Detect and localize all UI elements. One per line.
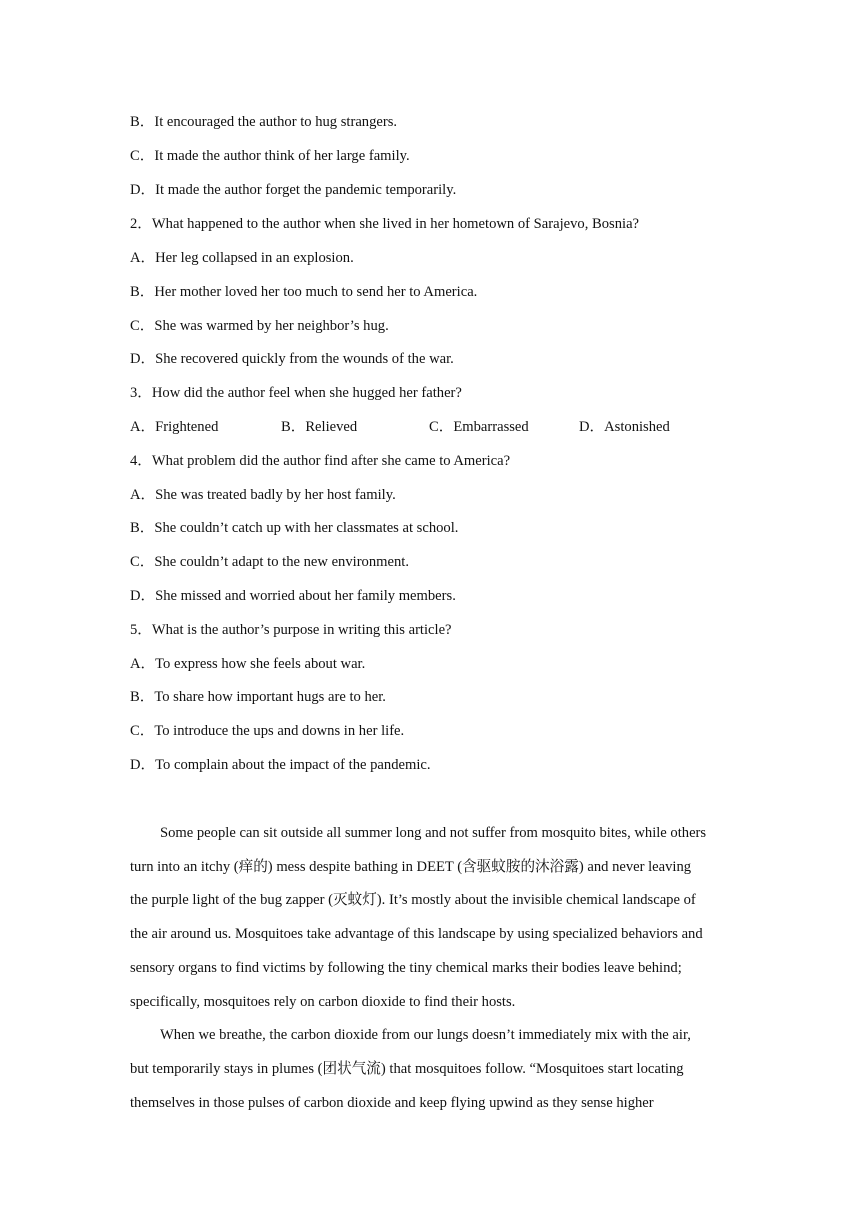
q3-option-c: C．Embarrassed — [429, 419, 529, 435]
q2-option-d: D．She recovered quickly from the wounds of the war. — [130, 351, 454, 367]
q2-option-a: A．Her leg collapsed in an explosion. — [130, 250, 354, 266]
q3-option-a: A．Frightened — [130, 419, 219, 435]
q2-option-c: C．She was warmed by her neighbor’s hug. — [130, 318, 389, 334]
q3-stem: 3．How did the author feel when she hugged her father? — [130, 385, 462, 401]
passage-p2-line-1: When we breathe, the carbon dioxide from our lungs doesn’t immediately mix with the air, — [160, 1027, 691, 1043]
q3-option-b: B．Relieved — [281, 419, 358, 435]
q5-option-c: C．To introduce the ups and downs in her life. — [130, 723, 405, 739]
passage-p1-line-6: specifically, mosquitoes rely on carbon dioxide to find their hosts. — [130, 994, 516, 1010]
passage-p2-line-2: but temporarily stays in plumes (团状气流) that mosquitoes follow. “Mosquitoes start locating — [130, 1061, 684, 1077]
passage-p1-line-3: the purple light of the bug zapper (灭蚊灯). It’s mostly about the invisible chemical landscape of — [130, 892, 696, 908]
q1-option-d: D．It made the author forget the pandemic temporarily. — [130, 182, 457, 198]
q1-option-b: B．It encouraged the author to hug strangers. — [130, 114, 398, 130]
q5-option-a: A．To express how she feels about war. — [130, 656, 366, 672]
q5-option-d: D．To complain about the impact of the pandemic. — [130, 757, 431, 773]
q3-option-d: D．Astonished — [579, 419, 670, 435]
q4-option-b: B．She couldn’t catch up with her classmates at school. — [130, 520, 459, 536]
q4-option-c: C．She couldn’t adapt to the new environment. — [130, 554, 409, 570]
q5-stem: 5．What is the author’s purpose in writing this article? — [130, 622, 452, 638]
passage-p1-line-4: the air around us. Mosquitoes take advantage of this landscape by using specialized behaviors and — [130, 926, 703, 942]
passage-p2-line-3: themselves in those pulses of carbon dioxide and keep flying upwind as they sense higher — [130, 1095, 654, 1111]
q3-options-row — [130, 418, 750, 436]
q4-option-d: D．She missed and worried about her family members. — [130, 588, 456, 604]
passage-p1-line-5: sensory organs to find victims by following the tiny chemical marks their bodies leave behind; — [130, 960, 682, 976]
q4-option-a: A．She was treated badly by her host family. — [130, 487, 396, 503]
q4-stem: 4．What problem did the author find after she came to America? — [130, 453, 511, 469]
q2-option-b: B．Her mother loved her too much to send her to America. — [130, 284, 478, 300]
q1-option-c: C．It made the author think of her large family. — [130, 148, 410, 164]
q2-stem: 2．What happened to the author when she lived in her hometown of Sarajevo, Bosnia? — [130, 216, 640, 232]
passage-p1-line-2: turn into an itchy (痒的) mess despite bathing in DEET (含驱蚊胺的沐浴露) and never leaving — [130, 859, 692, 875]
passage-p1-line-1: Some people can sit outside all summer long and not suffer from mosquito bites, while others — [160, 825, 707, 841]
q5-option-b: B．To share how important hugs are to her. — [130, 689, 386, 705]
